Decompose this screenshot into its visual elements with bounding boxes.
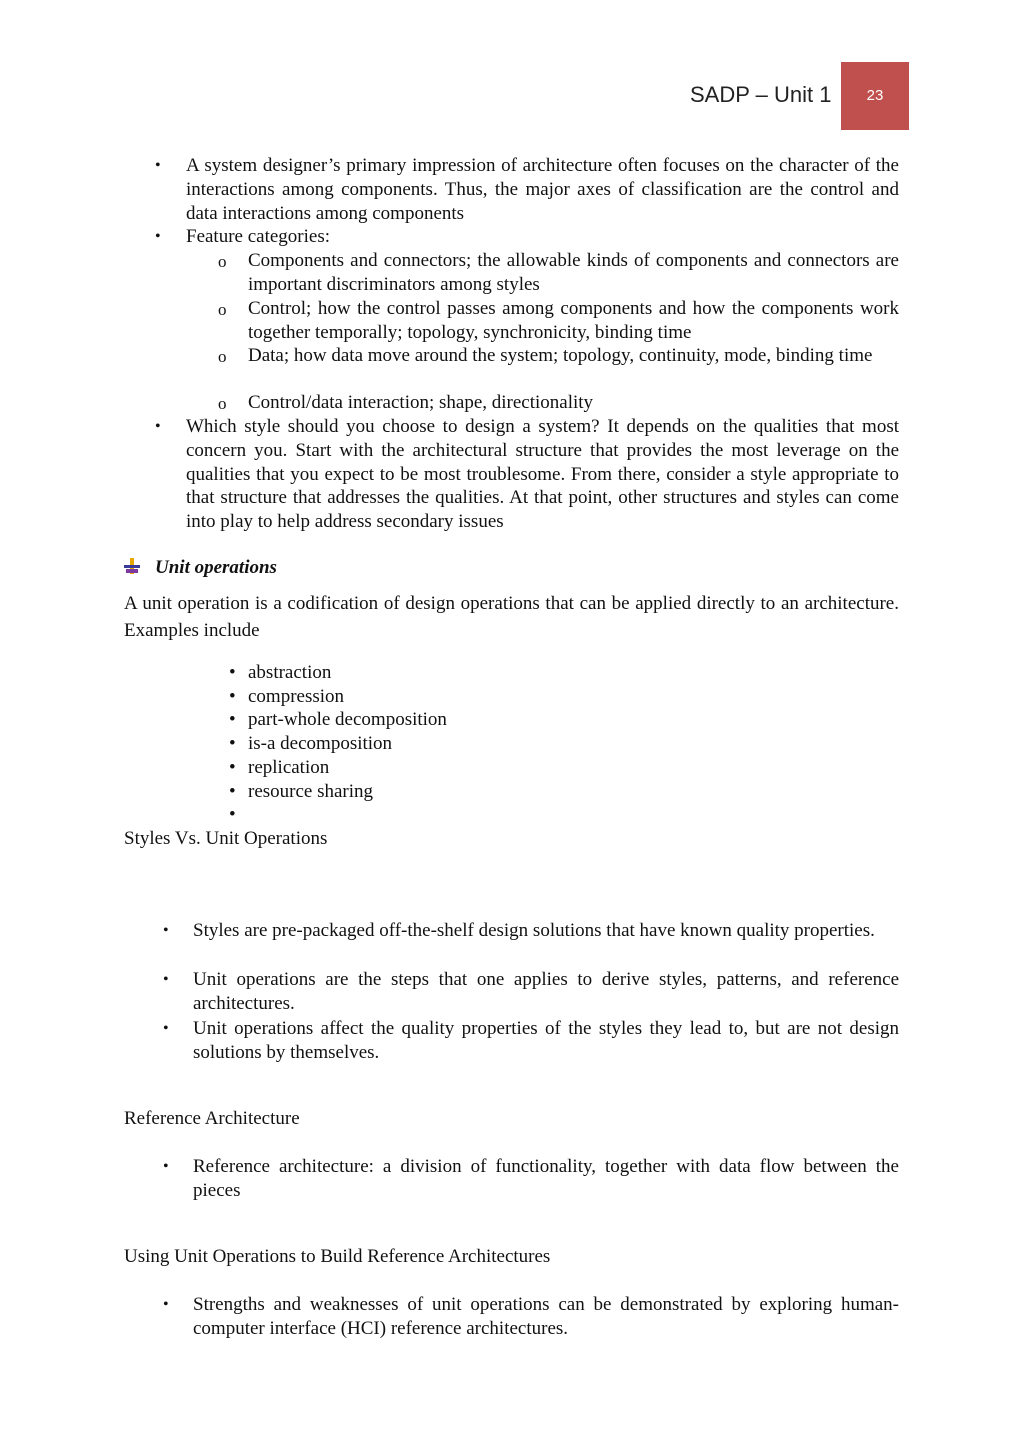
list-item: abstraction bbox=[248, 662, 332, 683]
paragraph: A unit operation is a codification of design operations that can be applied directly to an architecture. Examples include bbox=[124, 593, 899, 641]
list-item: part-whole decomposition bbox=[248, 709, 447, 730]
list-item: replication bbox=[248, 757, 330, 778]
sub-list-item: Data; how data move around the system; topology, continuity, mode, binding time bbox=[248, 345, 873, 366]
section-heading: Using Unit Operations to Build Reference Architectures bbox=[124, 1246, 551, 1267]
list-item: A system designer’s primary impression of architecture often focuses on the character of the interactions among components. Thus, the major axes of classification are the control and data interactions among components bbox=[186, 155, 899, 224]
sub-bullet-marker: o bbox=[218, 347, 227, 366]
bullet-marker: • bbox=[163, 1158, 169, 1175]
list-item: Unit operations affect the quality properties of the styles they lead to, but are not design solutions by themselves. bbox=[193, 1018, 899, 1063]
section-heading: Unit operations bbox=[155, 557, 277, 578]
page-number-badge: 23 bbox=[841, 62, 909, 130]
sub-bullet-marker: o bbox=[218, 300, 227, 319]
sub-bullet-marker: o bbox=[218, 252, 227, 271]
bullet-marker: • bbox=[229, 781, 236, 802]
bullet-marker: • bbox=[163, 971, 169, 988]
list-item: Strengths and weaknesses of unit operations can be demonstrated by exploring human-computer interface (HCI) reference architectures. bbox=[193, 1294, 899, 1339]
bullet-marker: • bbox=[155, 228, 161, 245]
bullet-marker: • bbox=[163, 922, 169, 939]
bullet-marker: • bbox=[155, 418, 161, 435]
list-item: Reference architecture: a division of functionality, together with data flow between the pieces bbox=[193, 1156, 899, 1201]
bullet-marker: • bbox=[229, 709, 236, 730]
header-title: SADP – Unit 1 bbox=[690, 82, 832, 107]
bullet-marker: • bbox=[229, 733, 236, 754]
sub-bullet-marker: o bbox=[218, 394, 227, 413]
bullet-marker: • bbox=[229, 757, 236, 778]
section-marker-icon bbox=[124, 558, 140, 574]
section-heading: Reference Architecture bbox=[124, 1108, 300, 1129]
bullet-marker: • bbox=[229, 804, 236, 825]
bullet-marker: • bbox=[163, 1020, 169, 1037]
list-item: Styles are pre-packaged off-the-shelf design solutions that have known quality properties. bbox=[193, 920, 875, 941]
list-item: Feature categories: bbox=[186, 226, 331, 247]
bullet-marker: • bbox=[229, 686, 236, 707]
sub-list-item: Control; how the control passes among components and how the components work together temporally; topology, synchronicity, binding time bbox=[248, 298, 899, 343]
list-item: Which style should you choose to design a system? It depends on the qualities that most concern you. Start with the architectural structure that provides the most leverage on the qualities that you expect to be most troublesome. From there, consider a style appropriate to that structure that addresses the qualities. At that point, other structures and styles can come into play to help address secondary issues bbox=[186, 416, 899, 533]
list-item: Unit operations are the steps that one applies to derive styles, patterns, and reference architectures. bbox=[193, 969, 899, 1014]
bullet-marker: • bbox=[163, 1296, 169, 1313]
bullet-marker: • bbox=[229, 662, 236, 683]
sub-list-item: Components and connectors; the allowable kinds of components and connectors are important discriminators among styles bbox=[248, 250, 899, 295]
list-item: compression bbox=[248, 686, 345, 707]
section-heading: Styles Vs. Unit Operations bbox=[124, 828, 328, 849]
sub-list-item: Control/data interaction; shape, directionality bbox=[248, 392, 594, 413]
list-item: resource sharing bbox=[248, 781, 374, 802]
bullet-marker: • bbox=[155, 157, 161, 174]
list-item: is-a decomposition bbox=[248, 733, 393, 754]
